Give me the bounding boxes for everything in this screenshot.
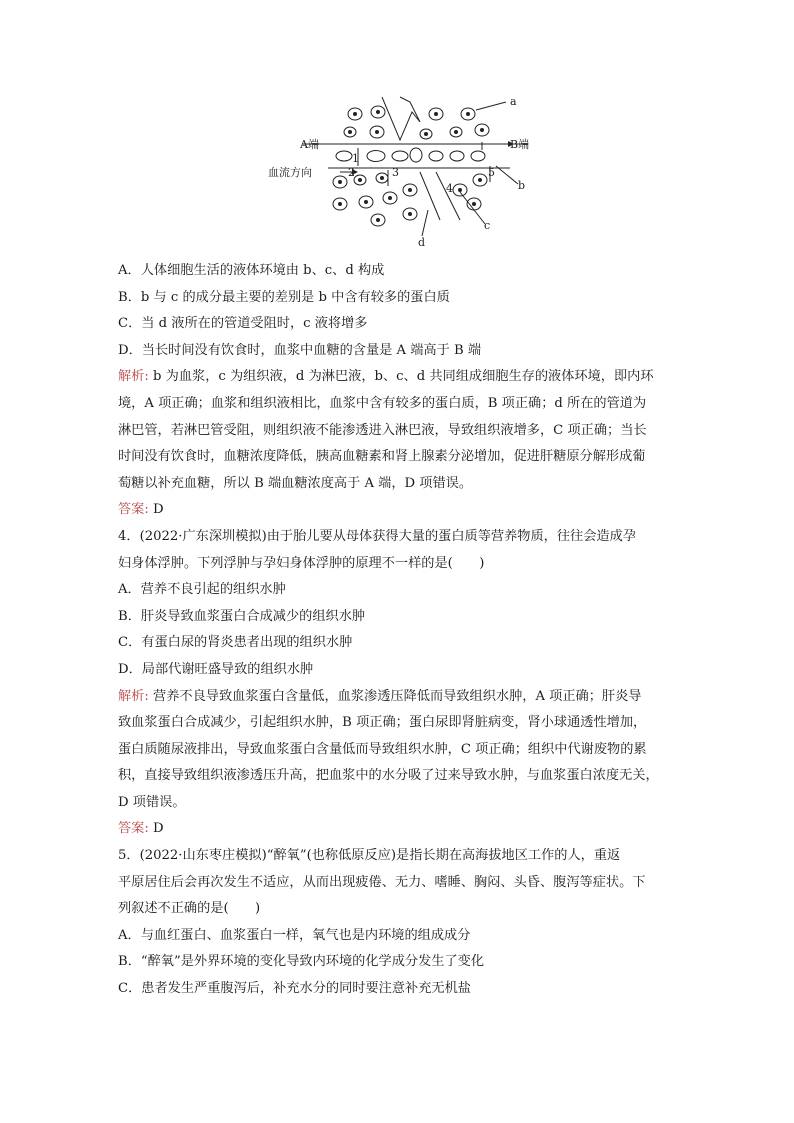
q3-analysis-text: 时间没有饮食时，血糖浓度降低，胰高血糖素和肾上腺素分泌增加，促进肝糖原分解形成葡 xyxy=(118,449,646,465)
label-1: 1 xyxy=(352,152,359,165)
q5-option-a: A．与血红蛋白、血浆蛋白一样，氧气也是内环境的组成成分 xyxy=(118,927,471,943)
q4-analysis-text: 积，直接导致组织液渗透压升高，把血浆中的水分吸了过来导致水肿，与血浆蛋白浓度无关， xyxy=(118,768,659,784)
lymph-vessel-top xyxy=(382,97,420,140)
label-flow-direction: 血流方向 xyxy=(268,166,312,179)
pointer-d xyxy=(422,210,428,236)
rbc xyxy=(450,151,464,161)
q4-answer-value: D xyxy=(153,821,164,837)
label-d: d xyxy=(418,236,426,249)
q4-analysis-text: D 项错误。 xyxy=(118,794,186,810)
pointer-a xyxy=(476,102,506,110)
rbc xyxy=(392,151,408,161)
q3-answer-line xyxy=(118,497,688,524)
q3-option-b: B．b 与 c 的成分最主要的差别是 b 中含有较多的蛋白质 xyxy=(118,289,450,305)
q5-option-b: B．“醉氧”是外界环境的变化导致内环境的化学成分发生了变化 xyxy=(118,954,485,970)
q3-analysis-line xyxy=(118,364,688,391)
label-end-b: B端 xyxy=(510,138,530,151)
diagram-svg xyxy=(260,92,550,252)
label-4: 4 xyxy=(446,182,453,195)
q4-analysis-label: 解析: xyxy=(118,688,149,704)
q4-analysis-text: 营养不良导致血浆蛋白含量低，血浆渗透压降低而导致组织水肿，A 项正确；肝炎导 xyxy=(153,688,642,704)
pointer-b xyxy=(496,166,518,184)
q4-stem: 妇身体浮肿。下列浮肿与孕妇身体浮肿的原理不一样的是( ) xyxy=(118,555,485,571)
pointer-c xyxy=(460,192,485,224)
q3-analysis-text: 境，A 项正确；血浆和组织液相比，血浆中含有较多的蛋白质，B 项正确；d 所在的管道为 xyxy=(118,395,647,411)
label-2: 2 xyxy=(348,166,355,179)
q3-option-d: D．当长时间没有饮食时，血浆中血糖的含量是 A 端高于 B 端 xyxy=(118,342,482,358)
q5-stem: 5．(2022·山东枣庄模拟)“醉氧”(也称低原反应)是指长期在高海拔地区工作的人，重返 xyxy=(118,848,621,864)
q4-answer-label: 答案: xyxy=(118,821,149,837)
rbc xyxy=(410,148,422,162)
q5-stem: 列叙述不正确的是( ) xyxy=(118,901,261,917)
label-c: c xyxy=(484,219,491,232)
q3-analysis-text: b 为血浆，c 为组织液，d 为淋巴液，b、c、d 共同组成细胞生存的液体环境，即内环 xyxy=(153,369,654,385)
q5-stem: 平原居住后会再次发生不适应，从而出现疲倦、无力、嗜睡、胸闷、头昏、腹泻等症状。下 xyxy=(118,874,646,890)
q4-option-b: B．肝炎导致血浆蛋白合成减少的组织水肿 xyxy=(118,608,366,624)
rbc xyxy=(367,151,385,162)
label-5: 5 xyxy=(488,166,495,179)
q3-option-a: A．人体细胞生活的液体环境由 b、c、d 构成 xyxy=(118,263,385,278)
q4-stem: 4．(2022·广东深圳模拟)由于胎儿要从母体获得大量的蛋白质等营养物质，往往会造成孕 xyxy=(118,528,636,544)
label-3: 3 xyxy=(392,166,399,179)
q4-option-c: C．有蛋白尿的肾炎患者出现的组织水肿 xyxy=(118,635,353,651)
q4-analysis-line xyxy=(118,684,688,711)
label-b: b xyxy=(518,179,526,192)
q3-option-c: C．当 d 液所在的管道受阻时，c 液将增多 xyxy=(118,316,368,332)
q5-option-c: C．患者发生严重腹泻后，补充水分的同时要注意补充无机盐 xyxy=(118,981,471,997)
rbc xyxy=(336,151,352,161)
rbc xyxy=(429,151,443,161)
label-a: a xyxy=(510,95,517,108)
q3-analysis-label: 解析: xyxy=(118,369,149,385)
q4-option-d: D．局部代谢旺盛导致的组织水肿 xyxy=(118,661,314,677)
lymph-vessel-bottom xyxy=(420,172,460,220)
q4-analysis-text: 蛋白质随尿液排出，导致血浆蛋白含量低而导致组织水肿，C 项正确；组织中代谢废物的累 xyxy=(118,741,647,757)
rbc xyxy=(471,151,485,161)
blood-tissue-diagram xyxy=(260,92,550,252)
question-text xyxy=(118,258,688,1003)
tissue-cells-bottom xyxy=(333,173,487,226)
q4-option-a: A．营养不良引起的组织水肿 xyxy=(118,582,286,598)
q3-analysis-text: 淋巴管，若淋巴管受阻，则组织液不能渗透进入淋巴液，导致组织液增多，C 项正确；当长 xyxy=(118,422,647,438)
q4-analysis-text: 致血浆蛋白合成减少，引起组织水肿，B 项正确；蛋白尿即肾脏病变，肾小球通透性增加， xyxy=(118,715,647,731)
q4-answer-line xyxy=(118,816,688,843)
q3-answer-label: 答案: xyxy=(118,502,149,518)
tissue-cells-top xyxy=(344,106,489,139)
label-end-a: A端 xyxy=(300,138,319,151)
q3-analysis-text: 萄糖以补充血糖，所以 B 端血糖浓度高于 A 端，D 项错误。 xyxy=(118,475,473,491)
q3-answer-value: D xyxy=(153,502,164,518)
